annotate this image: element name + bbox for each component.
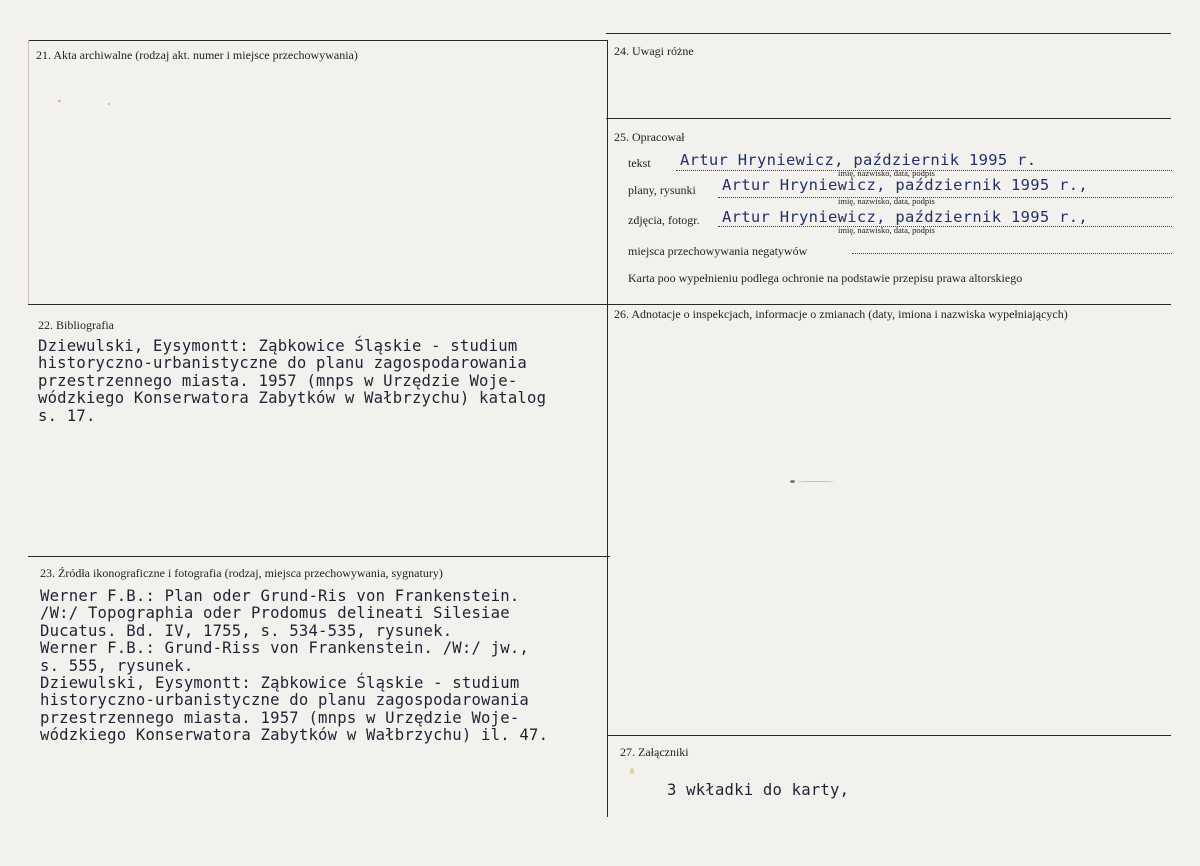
- section-26-label: 26. Adnotacje o inspekcjach, informacje o zmianach (daty, imiona i nazwiska wypełniających): [614, 307, 1068, 321]
- row-caption-plans: imię, nazwisko, data, podpis: [838, 196, 935, 206]
- divider-21-22: [28, 304, 1171, 305]
- author-photos-value: Artur Hryniewicz, październik 1995 r.,: [722, 208, 1089, 226]
- section-22-label: 22. Bibliografia: [38, 318, 114, 332]
- copyright-note: Karta poo wypełnieniu podlega ochronie na podstawie przepisu prawa altorskiego: [628, 271, 1023, 285]
- row-label-text: tekst: [628, 156, 651, 170]
- section-27-label: 27. Załączniki: [620, 745, 689, 759]
- paper-speck: [108, 103, 110, 105]
- bibliography-text: Dziewulski, Eysymontt: Ząbkowice Śląskie - studium historyczno-urbanistyczne do planu zagospodarowania przestrzennego miasta. 1957 (mnps w Urzędzie Woje- wódzkiego Konserwatora Zabytków w Wałbrzychu) katalog s. 17.: [38, 337, 547, 425]
- top-border-line-right: [606, 33, 1171, 34]
- paper-speck: [798, 481, 834, 482]
- section-24-label: 24. Uwagi różne: [614, 44, 694, 58]
- center-divider: [607, 40, 608, 817]
- top-border-line: [28, 40, 608, 41]
- section-21-label: 21. Akta archiwalne (rodzaj akt. numer i miejsce przechowywania): [36, 48, 358, 62]
- section-25-label: 25. Opracował: [614, 130, 685, 144]
- attachments-text: 3 wkładki do karty,: [667, 781, 850, 799]
- row-dotted-line-plans: [718, 196, 1172, 198]
- iconographic-sources-text: Werner F.B.: Plan oder Grund-Ris von Frankenstein. /W:/ Topographia oder Prodomus delineati Silesiae Ducatus. Bd. IV, 1755, s. 534-535, rysunek. Werner F.B.: Grund-Riss von Frankenstein. /W:/ jw., s. 555, rysunek. Dziewulski, Eysymontt: Ząbkowice Śląskie - studium historyczno-urbanistyczne do planu zagospodarowania przestrzennego miasta. 1957 (mnps w Urzędzie Woje- wódzkiego Konserwatora Zabytków w Wałbrzychu) il. 47.: [40, 587, 549, 745]
- divider-26-27: [607, 735, 1171, 736]
- paper-speck: [58, 100, 61, 102]
- row-caption-photos: imię, nazwisko, data, podpis: [838, 225, 935, 235]
- left-border-line: [28, 40, 29, 304]
- row-label-photos: zdjęcia, fotogr.: [628, 213, 700, 227]
- negatives-dotted-line: [852, 252, 1172, 254]
- section-23-label: 23. Źródła ikonograficzne i fotografia (rodzaj, miejsca przechowywania, sygnatury): [40, 566, 443, 580]
- divider-22-23: [28, 556, 610, 557]
- author-plans-value: Artur Hryniewicz, październik 1995 r.,: [722, 176, 1089, 194]
- paper-speck: [790, 480, 795, 483]
- paper-speck: [630, 768, 634, 774]
- row-label-plans: plany, rysunki: [628, 183, 696, 197]
- divider-24-25: [606, 118, 1171, 119]
- author-text-value: Artur Hryniewicz, październik 1995 r.: [680, 151, 1037, 169]
- negatives-label: miejsca przechowywania negatywów: [628, 244, 808, 258]
- row-caption-text: imię, nazwisko, data, podpis: [838, 168, 935, 178]
